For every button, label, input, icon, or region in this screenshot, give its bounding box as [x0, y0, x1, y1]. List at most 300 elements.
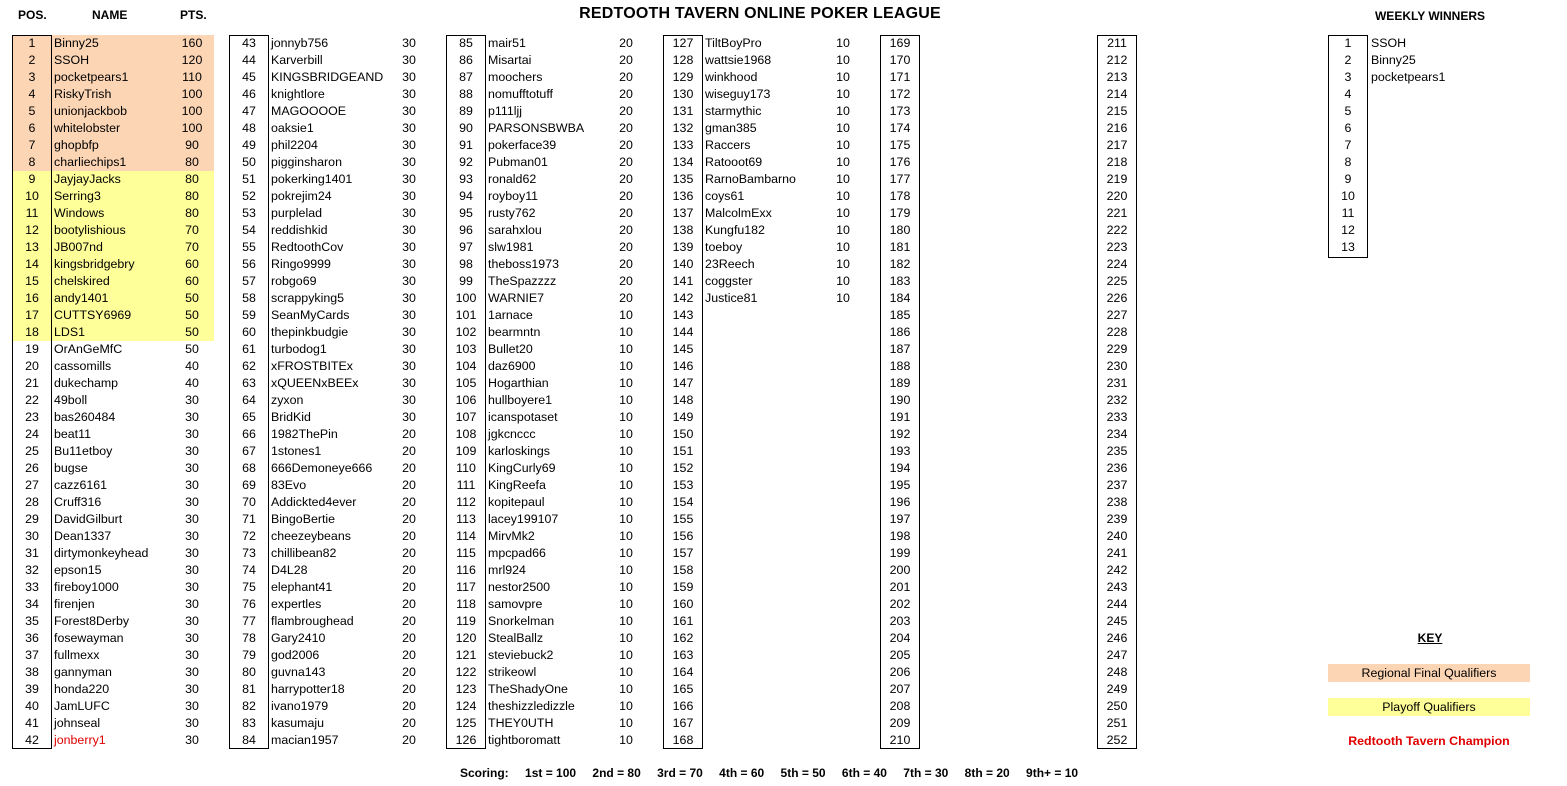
- points-cell: 30: [185, 393, 199, 407]
- player-name-cell: dukechamp: [54, 376, 119, 390]
- player-name-cell: scrappyking5: [271, 291, 345, 305]
- table-row: [229, 205, 431, 222]
- table-row: [446, 630, 648, 647]
- position-cell: 203: [889, 614, 911, 628]
- points-cell: 10: [836, 189, 850, 203]
- table-row: [229, 647, 431, 664]
- position-cell: 71: [242, 512, 256, 526]
- points-cell: 20: [619, 274, 633, 288]
- position-cell: 226: [1106, 291, 1128, 305]
- position-cell: 244: [1106, 597, 1128, 611]
- player-name-cell: TiltBoyPro: [705, 36, 762, 50]
- weekly-winner-row: [1328, 239, 1528, 256]
- position-cell: 170: [889, 53, 911, 67]
- table-row: [1097, 630, 1299, 647]
- position-cell: 139: [672, 240, 694, 254]
- points-cell: 20: [619, 189, 633, 203]
- position-cell: 59: [242, 308, 256, 322]
- position-cell: 174: [889, 121, 911, 135]
- points-cell: 10: [836, 291, 850, 305]
- table-row: [229, 732, 431, 749]
- table-row: [229, 426, 431, 443]
- table-row: [880, 494, 1082, 511]
- points-cell: 30: [402, 172, 416, 186]
- position-cell: 129: [672, 70, 694, 84]
- player-name-cell: moochers: [488, 70, 543, 84]
- position-cell: 42: [25, 733, 39, 747]
- position-cell: 238: [1106, 495, 1128, 509]
- table-row: [446, 647, 648, 664]
- table-row: [12, 409, 214, 426]
- player-name-cell: bas260484: [54, 410, 116, 424]
- position-cell: 130: [672, 87, 694, 101]
- table-row: [663, 664, 865, 681]
- table-row: [1097, 511, 1299, 528]
- player-name-cell: chillibean82: [271, 546, 337, 560]
- player-name-cell: nomufftotuff: [488, 87, 553, 101]
- position-cell: 6: [28, 121, 36, 135]
- points-cell: 10: [619, 308, 633, 322]
- position-cell: 72: [242, 529, 256, 543]
- player-name-cell: Windows: [54, 206, 105, 220]
- table-row: [12, 511, 214, 528]
- week-number-cell: 3: [1344, 70, 1352, 84]
- points-cell: 40: [185, 376, 199, 390]
- table-row: [663, 528, 865, 545]
- table-row: [1097, 596, 1299, 613]
- position-cell: 38: [25, 665, 39, 679]
- player-name-cell: Serring3: [54, 189, 101, 203]
- player-name-cell: RiskyTrish: [54, 87, 112, 101]
- points-cell: 10: [619, 614, 633, 628]
- position-cell: 126: [455, 733, 477, 747]
- table-row: [880, 239, 1082, 256]
- position-cell: 144: [672, 325, 694, 339]
- points-cell: 30: [402, 206, 416, 220]
- position-cell: 3: [28, 70, 36, 84]
- points-cell: 20: [402, 444, 416, 458]
- points-cell: 30: [402, 155, 416, 169]
- table-row: [446, 307, 648, 324]
- player-name-cell: gman385: [705, 121, 757, 135]
- position-cell: 248: [1106, 665, 1128, 679]
- points-cell: 10: [619, 410, 633, 424]
- scoring-item: 9th+ = 10: [1026, 766, 1079, 780]
- weekly-winner-row: [1328, 171, 1528, 188]
- table-row: [880, 86, 1082, 103]
- position-cell: 251: [1106, 716, 1128, 730]
- table-row: [12, 460, 214, 477]
- points-cell: 20: [619, 138, 633, 152]
- position-cell: 153: [672, 478, 694, 492]
- table-row: [229, 596, 431, 613]
- position-cell: 48: [242, 121, 256, 135]
- table-row: [446, 35, 648, 52]
- player-name-cell: kopitepaul: [488, 495, 545, 509]
- points-cell: 20: [402, 597, 416, 611]
- position-cell: 16: [25, 291, 39, 305]
- position-cell: 7: [28, 138, 36, 152]
- table-row: [12, 494, 214, 511]
- position-cell: 189: [889, 376, 911, 390]
- points-cell: 30: [402, 87, 416, 101]
- player-name-cell: Bullet20: [488, 342, 533, 356]
- points-cell: 80: [185, 155, 199, 169]
- table-row: [880, 324, 1082, 341]
- week-number-cell: 6: [1344, 121, 1352, 135]
- table-row: [12, 35, 214, 52]
- table-row: [12, 103, 214, 120]
- player-name-cell: MalcolmExx: [705, 206, 772, 220]
- table-row: [663, 341, 865, 358]
- player-name-cell: DavidGilburt: [54, 512, 123, 526]
- table-row: [880, 443, 1082, 460]
- position-cell: 249: [1106, 682, 1128, 696]
- player-name-cell: bugse: [54, 461, 88, 475]
- player-name-cell: Misartai: [488, 53, 532, 67]
- position-cell: 20: [25, 359, 39, 373]
- position-cell: 98: [459, 257, 473, 271]
- points-cell: 110: [182, 70, 202, 84]
- player-name-cell: beat11: [54, 427, 91, 441]
- position-cell: 233: [1106, 410, 1128, 424]
- position-cell: 40: [25, 699, 39, 713]
- table-row: [12, 52, 214, 69]
- table-row: [446, 358, 648, 375]
- position-cell: 106: [455, 393, 477, 407]
- points-cell: 20: [402, 648, 416, 662]
- table-row: [446, 239, 648, 256]
- position-cell: 173: [889, 104, 911, 118]
- player-name-cell: pokrejim24: [271, 189, 332, 203]
- table-row: [1097, 375, 1299, 392]
- table-row: [663, 290, 865, 307]
- table-row: [12, 647, 214, 664]
- position-cell: 127: [672, 36, 694, 50]
- table-row: [880, 715, 1082, 732]
- points-cell: 30: [185, 529, 199, 543]
- position-cell: 199: [889, 546, 911, 560]
- table-row: [663, 154, 865, 171]
- position-cell: 114: [456, 529, 476, 543]
- position-cell: 118: [456, 597, 476, 611]
- table-row: [663, 52, 865, 69]
- player-name-cell: Dean1337: [54, 529, 112, 543]
- table-row: [446, 443, 648, 460]
- position-cell: 211: [1107, 36, 1127, 50]
- position-cell: 234: [1106, 427, 1128, 441]
- position-cell: 116: [456, 563, 476, 577]
- table-row: [663, 171, 865, 188]
- points-cell: 10: [619, 682, 633, 696]
- table-row: [663, 511, 865, 528]
- points-cell: 70: [185, 223, 199, 237]
- player-name-cell: kingsbridgebry: [54, 257, 135, 271]
- points-cell: 60: [185, 257, 199, 271]
- position-cell: 25: [25, 444, 39, 458]
- position-cell: 132: [672, 121, 694, 135]
- position-cell: 150: [672, 427, 694, 441]
- pos-header: POS.: [18, 8, 47, 22]
- weekly-winner-name: Binny25: [1371, 53, 1416, 67]
- points-cell: 20: [619, 291, 633, 305]
- table-row: [446, 562, 648, 579]
- player-name-cell: flambroughead: [271, 614, 354, 628]
- position-cell: 97: [459, 240, 473, 254]
- points-cell: 10: [619, 665, 633, 679]
- player-name-cell: winkhood: [705, 70, 758, 84]
- table-row: [663, 681, 865, 698]
- player-name-cell: turbodog1: [271, 342, 327, 356]
- player-name-cell: fosewayman: [54, 631, 124, 645]
- player-name-cell: epson15: [54, 563, 102, 577]
- table-row: [446, 528, 648, 545]
- player-name-cell: 666Demoneye666: [271, 461, 373, 475]
- points-cell: 80: [185, 172, 199, 186]
- position-cell: 119: [456, 614, 476, 628]
- position-cell: 8: [28, 155, 36, 169]
- points-cell: 20: [402, 580, 416, 594]
- position-cell: 216: [1106, 121, 1128, 135]
- table-row: [12, 188, 214, 205]
- position-cell: 165: [672, 682, 694, 696]
- weekly-winner-name: pocketpears1: [1371, 70, 1446, 84]
- weekly-winner-name: SSOH: [1371, 36, 1407, 50]
- table-row: [12, 154, 214, 171]
- points-cell: 100: [181, 121, 203, 135]
- table-row: [880, 120, 1082, 137]
- table-row: [880, 647, 1082, 664]
- table-row: [663, 477, 865, 494]
- points-cell: 10: [619, 376, 633, 390]
- player-name-cell: Forest8Derby: [54, 614, 130, 628]
- position-cell: 197: [889, 512, 911, 526]
- table-row: [229, 392, 431, 409]
- position-cell: 99: [459, 274, 473, 288]
- table-row: [880, 732, 1082, 749]
- player-name-cell: cheezeybeans: [271, 529, 351, 543]
- position-cell: 77: [242, 614, 256, 628]
- table-row: [1097, 188, 1299, 205]
- table-row: [229, 341, 431, 358]
- player-name-cell: daz6900: [488, 359, 536, 373]
- position-cell: 66: [242, 427, 256, 441]
- table-row: [12, 562, 214, 579]
- position-cell: 122: [455, 665, 477, 679]
- points-cell: 10: [619, 716, 633, 730]
- player-name-cell: PARSONSBWBA: [488, 121, 585, 135]
- table-row: [229, 715, 431, 732]
- table-row: [229, 443, 431, 460]
- table-row: [880, 562, 1082, 579]
- player-name-cell: coggster: [705, 274, 753, 288]
- position-cell: 15: [25, 274, 39, 288]
- table-row: [880, 103, 1082, 120]
- position-cell: 107: [455, 410, 477, 424]
- player-name-cell: toeboy: [705, 240, 743, 254]
- table-row: [229, 681, 431, 698]
- position-cell: 209: [889, 716, 911, 730]
- player-name-cell: rusty762: [488, 206, 536, 220]
- table-row: [229, 307, 431, 324]
- points-cell: 20: [402, 716, 416, 730]
- position-cell: 13: [25, 240, 39, 254]
- position-cell: 140: [672, 257, 694, 271]
- table-row: [446, 460, 648, 477]
- player-name-cell: TheShadyOne: [488, 682, 568, 696]
- player-name-cell: lacey199107: [488, 512, 559, 526]
- player-name-cell: RarnoBambarno: [705, 172, 796, 186]
- table-row: [446, 222, 648, 239]
- player-name-cell: pokerface39: [488, 138, 557, 152]
- points-cell: 20: [619, 155, 633, 169]
- table-row: [446, 409, 648, 426]
- position-cell: 32: [25, 563, 39, 577]
- table-row: [880, 477, 1082, 494]
- table-row: [446, 290, 648, 307]
- table-row: [446, 341, 648, 358]
- table-row: [446, 511, 648, 528]
- table-row: [446, 256, 648, 273]
- position-cell: 240: [1106, 529, 1128, 543]
- points-cell: 50: [185, 342, 199, 356]
- player-name-cell: starmythic: [705, 104, 762, 118]
- player-name-cell: 1982ThePin: [271, 427, 338, 441]
- points-cell: 30: [185, 461, 199, 475]
- table-row: [880, 205, 1082, 222]
- table-row: [229, 358, 431, 375]
- table-row: [663, 69, 865, 86]
- key-playoff-qualifiers: Playoff Qualifiers: [1328, 698, 1530, 716]
- points-cell: 30: [402, 325, 416, 339]
- table-row: [446, 188, 648, 205]
- table-row: [229, 137, 431, 154]
- week-number-cell: 9: [1344, 172, 1352, 186]
- table-row: [12, 732, 214, 749]
- player-name-cell: jgkcnccc: [488, 427, 536, 441]
- position-cell: 53: [242, 206, 256, 220]
- player-name-cell: kasumaju: [271, 716, 325, 730]
- table-row: [1097, 69, 1299, 86]
- table-row: [880, 681, 1082, 698]
- position-cell: 101: [455, 308, 477, 322]
- table-row: [12, 715, 214, 732]
- points-cell: 20: [402, 733, 416, 747]
- position-cell: 195: [889, 478, 911, 492]
- table-row: [880, 290, 1082, 307]
- points-cell: 10: [836, 104, 850, 118]
- points-cell: 10: [619, 444, 633, 458]
- position-cell: 54: [242, 223, 256, 237]
- position-cell: 232: [1106, 393, 1128, 407]
- position-cell: 202: [889, 597, 911, 611]
- table-row: [1097, 222, 1299, 239]
- points-cell: 20: [402, 478, 416, 492]
- table-row: [1097, 732, 1299, 749]
- position-cell: 250: [1106, 699, 1128, 713]
- table-row: [229, 562, 431, 579]
- table-row: [1097, 341, 1299, 358]
- table-row: [880, 630, 1082, 647]
- table-row: [880, 613, 1082, 630]
- points-cell: 10: [619, 427, 633, 441]
- player-name-cell: Cruff316: [54, 495, 102, 509]
- scoring-item: 7th = 30: [903, 766, 949, 780]
- points-cell: 50: [185, 308, 199, 322]
- player-name-cell: johnseal: [54, 716, 101, 730]
- position-cell: 111: [456, 478, 476, 492]
- player-name-cell: guvna143: [271, 665, 326, 679]
- table-row: [1097, 256, 1299, 273]
- table-row: [229, 375, 431, 392]
- position-cell: 26: [25, 461, 39, 475]
- table-row: [663, 307, 865, 324]
- table-row: [446, 579, 648, 596]
- position-cell: 5: [28, 104, 36, 118]
- points-cell: 10: [619, 512, 633, 526]
- points-cell: 10: [619, 648, 633, 662]
- position-cell: 162: [672, 631, 694, 645]
- points-cell: 10: [836, 155, 850, 169]
- table-row: [663, 545, 865, 562]
- points-cell: 10: [836, 87, 850, 101]
- position-cell: 217: [1106, 138, 1128, 152]
- table-row: [1097, 103, 1299, 120]
- table-row: [229, 171, 431, 188]
- position-cell: 17: [25, 308, 39, 322]
- position-cell: 219: [1106, 172, 1128, 186]
- player-name-cell: JamLUFC: [54, 699, 110, 713]
- table-row: [12, 341, 214, 358]
- points-cell: 30: [185, 716, 199, 730]
- player-name-cell: OrAnGeMfC: [54, 342, 123, 356]
- table-row: [663, 239, 865, 256]
- player-name-cell: cassomills: [54, 359, 112, 373]
- table-row: [229, 698, 431, 715]
- position-cell: 37: [25, 648, 39, 662]
- player-name-cell: CUTTSY6969: [54, 308, 132, 322]
- table-row: [446, 664, 648, 681]
- position-cell: 205: [889, 648, 911, 662]
- points-cell: 30: [402, 36, 416, 50]
- player-name-cell: Hogarthian: [488, 376, 549, 390]
- weekly-winner-row: [1328, 35, 1528, 52]
- key-title: KEY: [1417, 631, 1443, 645]
- table-row: [229, 35, 431, 52]
- position-cell: 96: [459, 223, 473, 237]
- player-name-cell: Kungfu182: [705, 223, 765, 237]
- player-name-cell: pokerking1401: [271, 172, 353, 186]
- position-cell: 196: [889, 495, 911, 509]
- table-row: [663, 409, 865, 426]
- table-row: [1097, 698, 1299, 715]
- player-name-cell: JB007nd: [54, 240, 103, 254]
- position-cell: 83: [242, 716, 256, 730]
- position-cell: 123: [455, 682, 477, 696]
- player-name-cell: sarahxlou: [488, 223, 542, 237]
- table-row: [446, 171, 648, 188]
- points-cell: 30: [185, 631, 199, 645]
- position-cell: 108: [455, 427, 477, 441]
- player-name-cell: jonberry1: [54, 733, 106, 747]
- table-row: [880, 460, 1082, 477]
- position-cell: 60: [242, 325, 256, 339]
- position-cell: 241: [1106, 546, 1128, 560]
- position-cell: 224: [1106, 257, 1128, 271]
- position-cell: 84: [242, 733, 256, 747]
- position-cell: 121: [455, 648, 477, 662]
- player-name-cell: cazz6161: [54, 478, 108, 492]
